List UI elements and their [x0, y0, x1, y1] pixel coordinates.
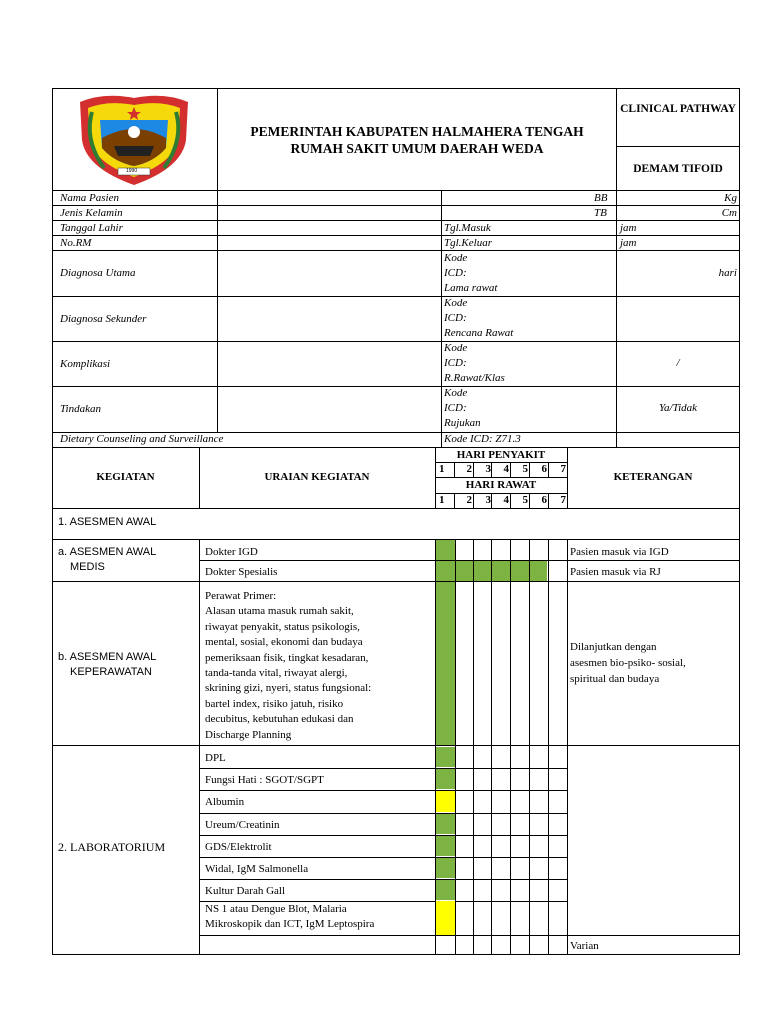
- hospital-logo: [74, 90, 194, 188]
- ket-kep-line: Dilanjutkan dengan: [570, 641, 657, 653]
- perawat-line: skrining gizi, nyeri, status fungsional:: [205, 682, 372, 695]
- label-tindakan: Tindakan: [60, 403, 101, 415]
- label-bb: BB: [594, 192, 608, 204]
- penyakit-day-2: 2: [466, 463, 472, 475]
- lab-fill-cell: [436, 814, 455, 834]
- green-cell-igd: [436, 540, 455, 560]
- label-diagnosa-sekunder: Diagnosa Sekunder: [60, 313, 147, 325]
- label-slash: /: [676, 357, 680, 369]
- label-asesmen-kep-1: b. ASESMEN AWAL: [58, 651, 157, 663]
- rawat-day-6: 6: [541, 494, 547, 506]
- header-hari-rawat: HARI RAWAT: [465, 479, 537, 491]
- label-kode-3: Kode: [444, 342, 468, 354]
- label-kg: Kg: [724, 192, 737, 204]
- label-asesmen-kep-2: KEPERAWATAN: [70, 666, 152, 678]
- label-tb: TB: [594, 207, 607, 219]
- rawat-day-5: 5: [522, 494, 528, 506]
- rawat-day-7: 7: [560, 494, 566, 506]
- lab-item: Kultur Darah Gall: [205, 885, 286, 897]
- label-diagnosa-utama: Diagnosa Utama: [60, 267, 136, 279]
- lab-item: GDS/Elektrolit: [205, 841, 272, 853]
- lab-fill-cell: [436, 747, 455, 767]
- label-cm: Cm: [721, 207, 737, 219]
- label-jam-2: jam: [620, 237, 637, 249]
- lab-ns1-line2: Mikroskopik dan ICT, IgM Leptospira: [205, 918, 375, 930]
- lab-item: Fungsi Hati : SGOT/SGPT: [205, 774, 324, 786]
- label-asesmen-medis-1: a. ASESMEN AWAL: [58, 546, 157, 558]
- header-uraian: URAIAN KEGIATAN: [264, 471, 370, 483]
- section-asesmen-awal: 1. ASESMEN AWAL: [58, 516, 157, 528]
- perawat-line: riwayat penyakit, status psikologis,: [205, 620, 360, 633]
- green-cell-keperawatan: [436, 582, 455, 745]
- lab-fill-cell: [436, 836, 455, 856]
- rawat-day-1: 1: [439, 494, 445, 506]
- label-tanggal-lahir: Tanggal Lahir: [60, 222, 123, 234]
- rawat-day-2: 2: [466, 494, 472, 506]
- label-kode-icd-z: Kode ICD: Z71.3: [444, 433, 521, 445]
- label-no-rm: No.RM: [60, 237, 92, 249]
- lab-fill-cell: [436, 769, 455, 789]
- label-rujukan: Rujukan: [444, 417, 481, 429]
- perawat-line: Alasan utama masuk rumah sakit,: [205, 605, 354, 618]
- label-tgl-masuk: Tgl.Masuk: [444, 222, 491, 234]
- lab-item: DPL: [205, 752, 226, 764]
- gov-title: PEMERINTAH KABUPATEN HALMAHERA TENGAH: [250, 124, 584, 139]
- header-hari-penyakit: HARI PENYAKIT: [456, 449, 546, 461]
- label-icd-3: ICD:: [444, 357, 467, 369]
- label-icd-4: ICD:: [444, 402, 467, 414]
- lab-fill-cell: [436, 880, 455, 900]
- label-kode-2: Kode: [444, 297, 468, 309]
- perawat-line: tanda-tanda vital, riwayat alergi,: [205, 667, 348, 679]
- lab-item: Albumin: [205, 796, 245, 808]
- label-dietary: Dietary Counseling and Surveillance: [60, 433, 224, 445]
- perawat-line: mental, sosial, ekonomi dan budaya: [205, 636, 363, 649]
- lab-fill-cell: [436, 858, 455, 878]
- penyakit-day-1: 1: [439, 463, 445, 475]
- label-rencana-rawat: Rencana Rawat: [444, 327, 514, 339]
- perawat-line: decubitus, kebutuhan edukasi dan: [205, 713, 354, 726]
- label-kode-4: Kode: [444, 387, 468, 399]
- rawat-day-3: 3: [485, 494, 491, 506]
- perawat-line: Perawat Primer:: [205, 590, 277, 602]
- rawat-day-4: 4: [503, 494, 509, 506]
- perawat-line: bartel index, risiko jatuh, risiko: [205, 697, 344, 710]
- label-icd-1: ICD:: [444, 267, 467, 279]
- lab-ns1-line1: NS 1 atau Dengue Blot, Malaria: [205, 903, 347, 915]
- perawat-line: Discharge Planning: [205, 728, 292, 741]
- penyakit-day-4: 4: [503, 463, 509, 475]
- lab-item: Ureum/Creatinin: [205, 819, 280, 831]
- hospital-title: RUMAH SAKIT UMUM DAERAH WEDA: [290, 141, 544, 156]
- label-asesmen-medis-2: MEDIS: [70, 561, 105, 573]
- label-varian: Varian: [570, 940, 599, 952]
- perawat-line: pemeriksaan fisik, tingkat kesadaran,: [205, 651, 369, 664]
- label-komplikasi: Komplikasi: [60, 358, 111, 370]
- label-ya-tidak: Ya/Tidak: [658, 402, 698, 414]
- label-kode-1: Kode: [444, 252, 468, 264]
- ket-igd: Pasien masuk via IGD: [570, 546, 669, 558]
- diagnosis-title: DEMAM TIFOID: [633, 163, 723, 175]
- label-jenis-kelamin: Jenis Kelamin: [60, 207, 123, 219]
- item-dokter-igd: Dokter IGD: [205, 546, 258, 558]
- label-tgl-keluar: Tgl.Keluar: [444, 237, 492, 249]
- doc-type: [617, 103, 739, 116]
- label-icd-2: ICD:: [444, 312, 467, 324]
- item-dokter-spesialis: Dokter Spesialis: [205, 566, 278, 578]
- label-nama-pasien: Nama Pasien: [60, 192, 119, 204]
- header-kegiatan: KEGIATAN: [96, 471, 155, 483]
- ket-kep-line: asesmen bio-psiko- sosial,: [570, 657, 686, 669]
- header-keterangan: KETERANGAN: [613, 471, 693, 483]
- ket-rj: Pasien masuk via RJ: [570, 566, 661, 578]
- label-jam-1: jam: [620, 222, 637, 234]
- ket-kep-line: spiritual dan budaya: [570, 673, 660, 685]
- penyakit-day-3: 3: [485, 463, 491, 475]
- doc-type-text: CLINICAL PATHWAY: [620, 103, 736, 115]
- penyakit-day-5: 5: [522, 463, 528, 475]
- lab-item: Widal, IgM Salmonella: [205, 863, 309, 875]
- section-laboratorium: 2. LABORATORIUM: [58, 840, 166, 854]
- penyakit-day-7: 7: [560, 463, 566, 475]
- label-lama-rawat: Lama rawat: [444, 282, 498, 294]
- lab-fill-cell: [436, 791, 455, 812]
- yellow-cell-ns1: [436, 901, 455, 935]
- penyakit-day-6: 6: [541, 463, 547, 475]
- label-hari: hari: [718, 267, 737, 279]
- logo-year: 1990: [126, 168, 138, 174]
- label-r-rawat-klas: R.Rawat/Klas: [444, 372, 505, 384]
